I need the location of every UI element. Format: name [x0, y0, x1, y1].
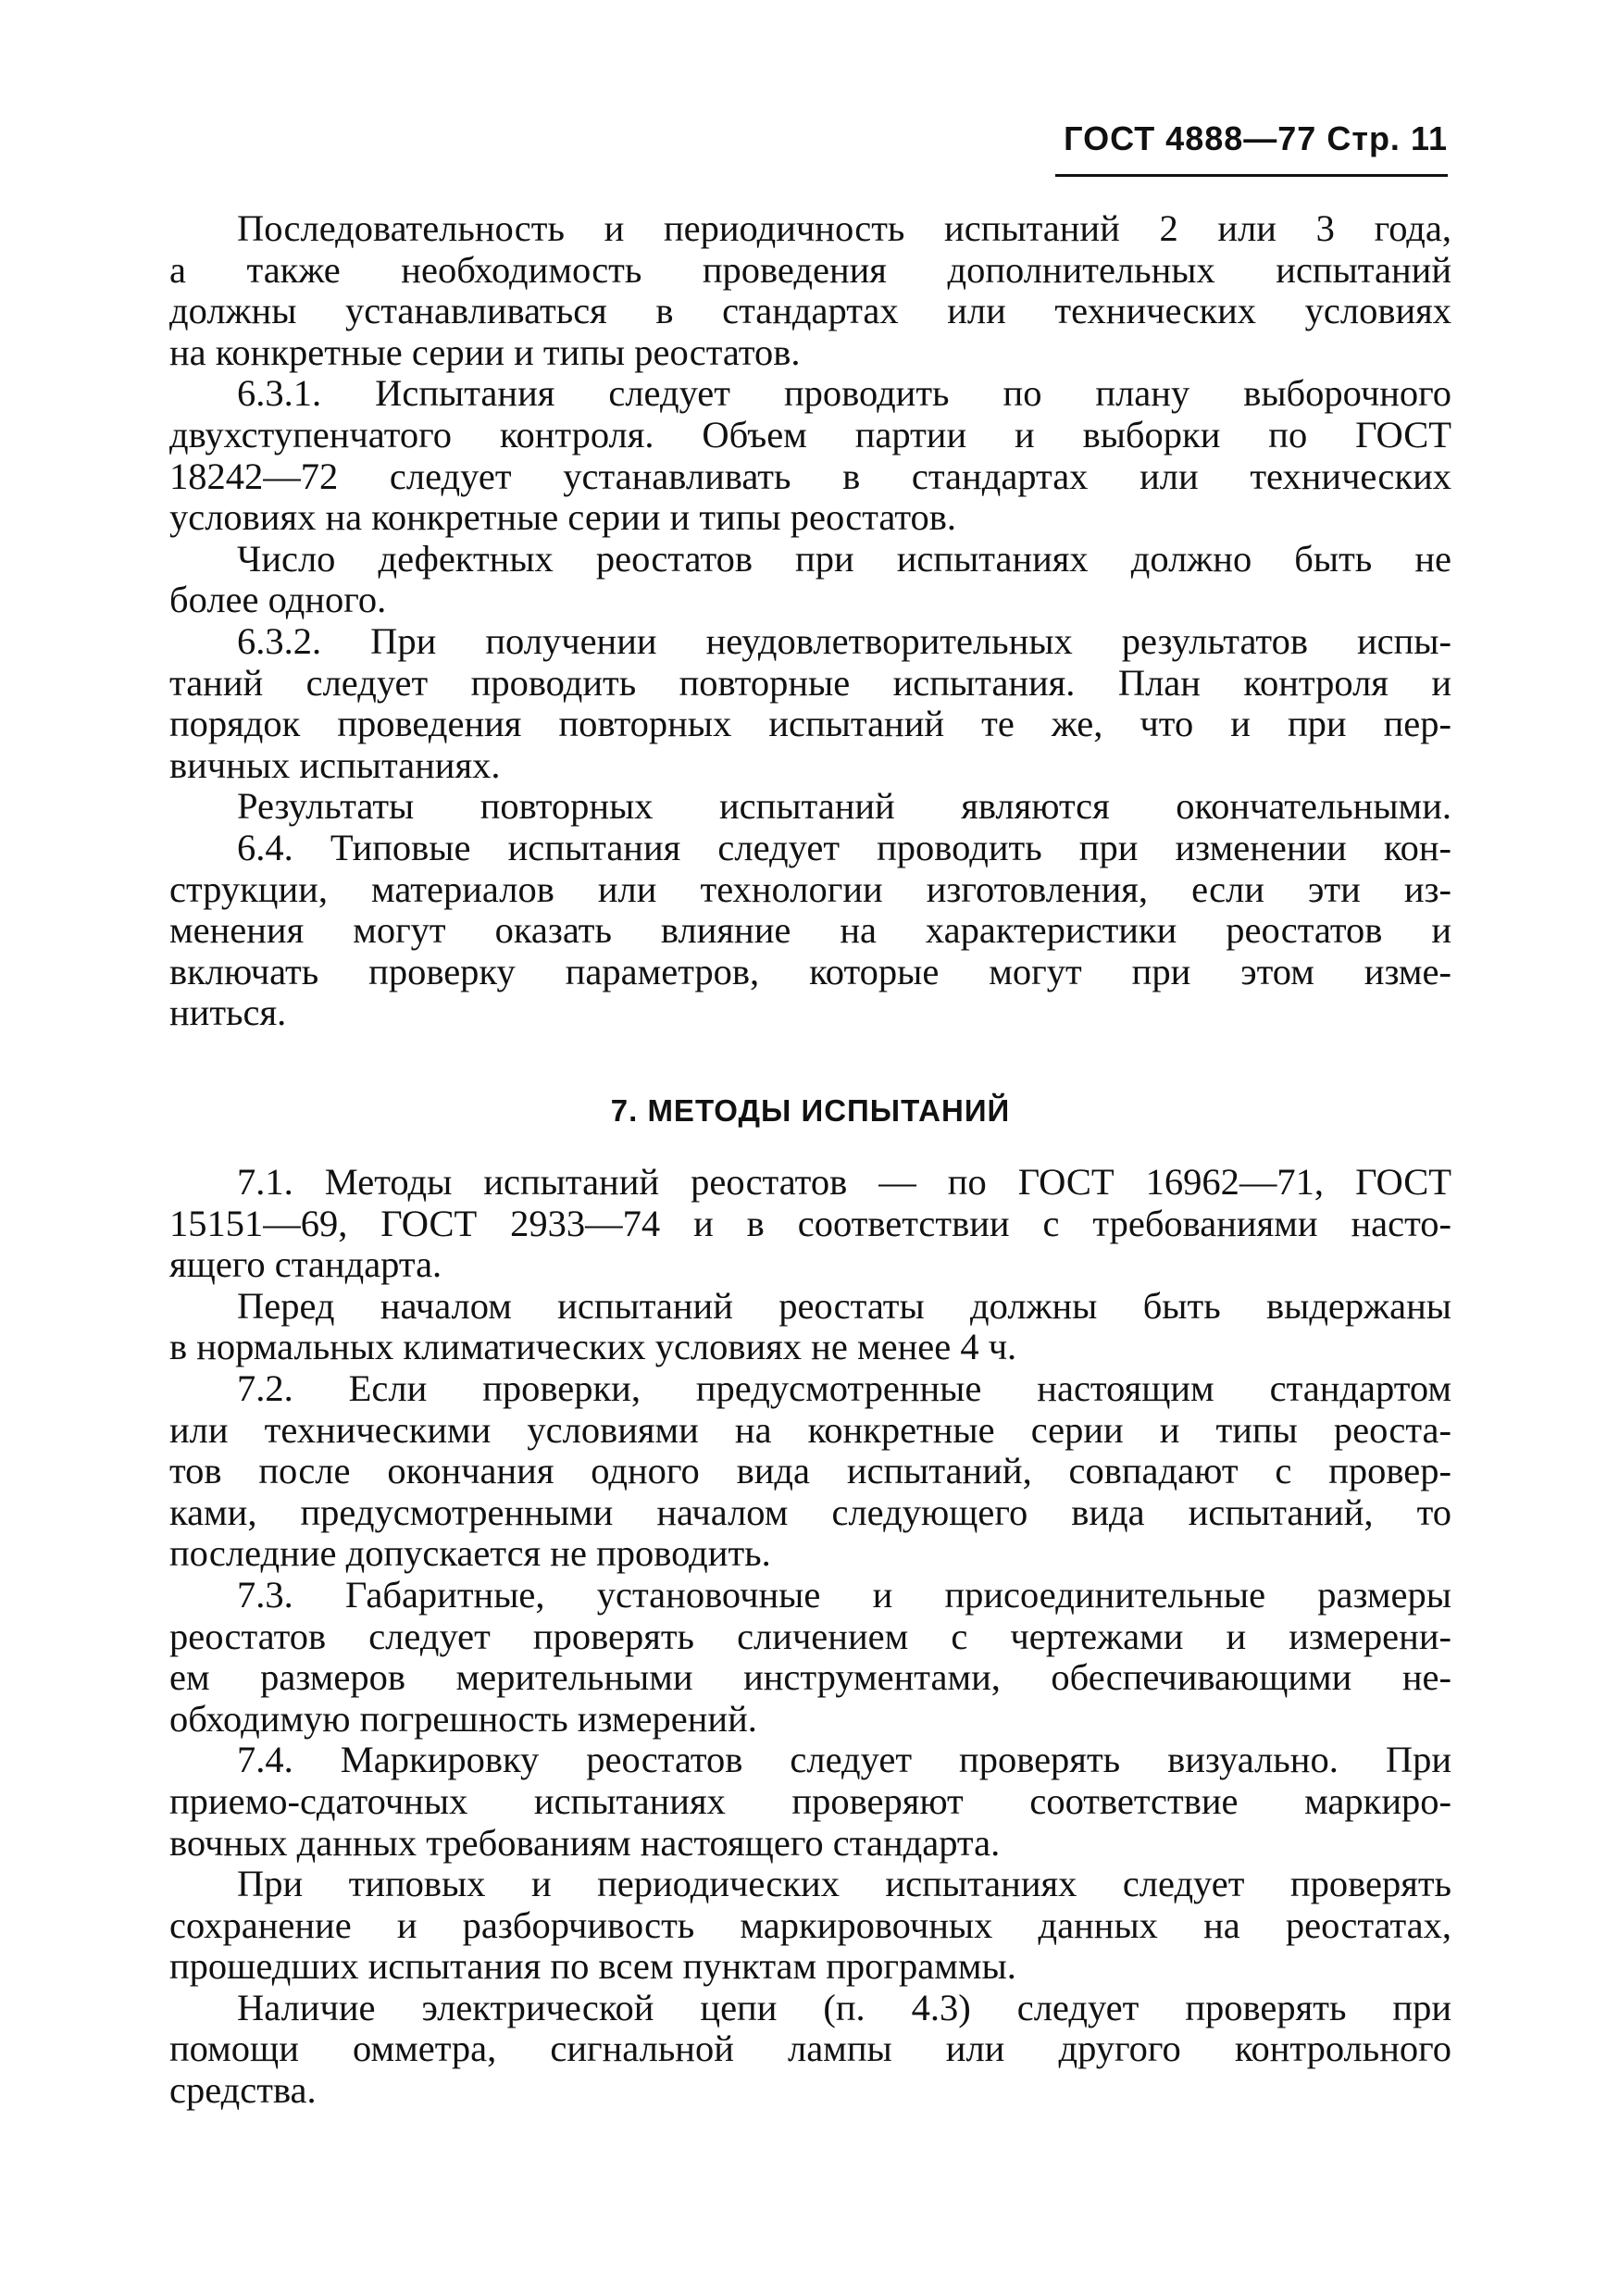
text-line: приемо-сдаточных испытаниях проверяют соответствие маркиро- [169, 1779, 1451, 1822]
text-line: таний следует проводить повторные испытания. План контроля и [169, 661, 1451, 704]
text-line: последние допускается не проводить. [169, 1532, 771, 1575]
text-line: струкции, материалов или технологии изготовления, если эти из- [169, 867, 1451, 910]
text-line: Наличие электрической цепи (п. 4.3) следует проверять при [237, 1986, 1451, 2028]
text-line: условиях на конкретные серии и типы реостатов. [169, 496, 956, 539]
text-line: ем размеров мерительными инструментами, обеспечивающими не- [169, 1656, 1451, 1699]
text-line: 7.4. Маркировку реостатов следует проверять визуально. При [237, 1739, 1451, 1781]
text-line: должны устанавливаться в стандартах или технических условиях [169, 290, 1451, 332]
text-line: 6.3.2. При получении неудовлетворительных результатов испы- [237, 619, 1451, 662]
text-line: 18242—72 следует устанавливать в стандартах или технических [169, 455, 1451, 497]
text-line: вичных испытаниях. [169, 743, 501, 786]
text-line: 6.4. Типовые испытания следует проводить при изменении кон- [237, 826, 1451, 868]
upper-text-block [169, 208, 1451, 1034]
text-line: ками, предусмотренными началом следующего вида испытаний, то [169, 1491, 1451, 1533]
text-line: или техническими условиями на конкретные серии и типы реоста- [169, 1408, 1451, 1451]
text-line: При типовых и периодических испытаниях следует проверять [237, 1863, 1451, 1905]
text-line: ниться. [169, 992, 287, 1034]
text-line: а также необходимость проведения дополнительных испытаний [169, 248, 1451, 291]
text-line: 15151—69, ГОСТ 2933—74 и в соответствии с требованиями насто- [169, 1202, 1451, 1244]
text-line: обходимую погрешность измерений. [169, 1697, 757, 1740]
text-line: 7.2. Если проверки, предусмотренные настоящим стандартом [237, 1366, 1451, 1409]
header-rule [1055, 174, 1448, 177]
section-heading: 7. МЕТОДЫ ИСПЫТАНИЙ [610, 1093, 1011, 1128]
text-line: порядок проведения повторных испытаний те же, что и при пер- [169, 703, 1451, 745]
text-line: на конкретные серии и типы реостатов. [169, 331, 801, 373]
text-line: Результаты повторных испытаний являются окончательными. [237, 785, 1451, 828]
text-line: менения могут оказать влияние на характеристики реостатов и [169, 909, 1451, 952]
text-line: двухступенчатого контроля. Объем партии и выборки по ГОСТ [169, 413, 1451, 455]
text-line: помощи омметра, сигнальной лампы или другого контрольного [169, 2028, 1451, 2070]
text-line: сохранение и разборчивость маркировочных данных на реостатах, [169, 1903, 1451, 1946]
text-line: реостатов следует проверять сличением с чертежами и измерени- [169, 1615, 1451, 1657]
text-line: включать проверку параметров, которые могут при этом изме- [169, 950, 1451, 992]
text-line: в нормальных климатических условиях не менее 4 ч. [169, 1326, 1017, 1368]
text-line: 7.1. Методы испытаний реостатов — по ГОСТ 16962—71, ГОСТ [237, 1161, 1451, 1203]
text-line: вочных данных требованиям настоящего стандарта. [169, 1821, 1001, 1864]
text-line: 6.3.1. Испытания следует проводить по плану выборочного [237, 372, 1451, 415]
running-header [1055, 119, 1448, 159]
running-title: ГОСТ 4888—77 Стр. 11 [1064, 119, 1448, 157]
text-line: средства. [169, 2069, 317, 2112]
text-line: более одного. [169, 579, 387, 621]
text-line: Последовательность и периодичность испытаний 2 или 3 года, [237, 207, 1451, 249]
text-line: ящего стандарта. [169, 1243, 442, 1286]
text-line: 7.3. Габаритные, установочные и присоединительные размеры [237, 1573, 1451, 1616]
text-line: прошедших испытания по всем пунктам программы. [169, 1945, 1016, 1988]
text-line: Перед началом испытаний реостаты должны быть выдержаны [237, 1284, 1451, 1327]
lower-text-block [169, 1162, 1451, 2112]
text-line: Число дефектных реостатов при испытаниях должно быть не [237, 537, 1451, 580]
text-line: тов после окончания одного вида испытаний, совпадают с провер- [169, 1450, 1451, 1492]
